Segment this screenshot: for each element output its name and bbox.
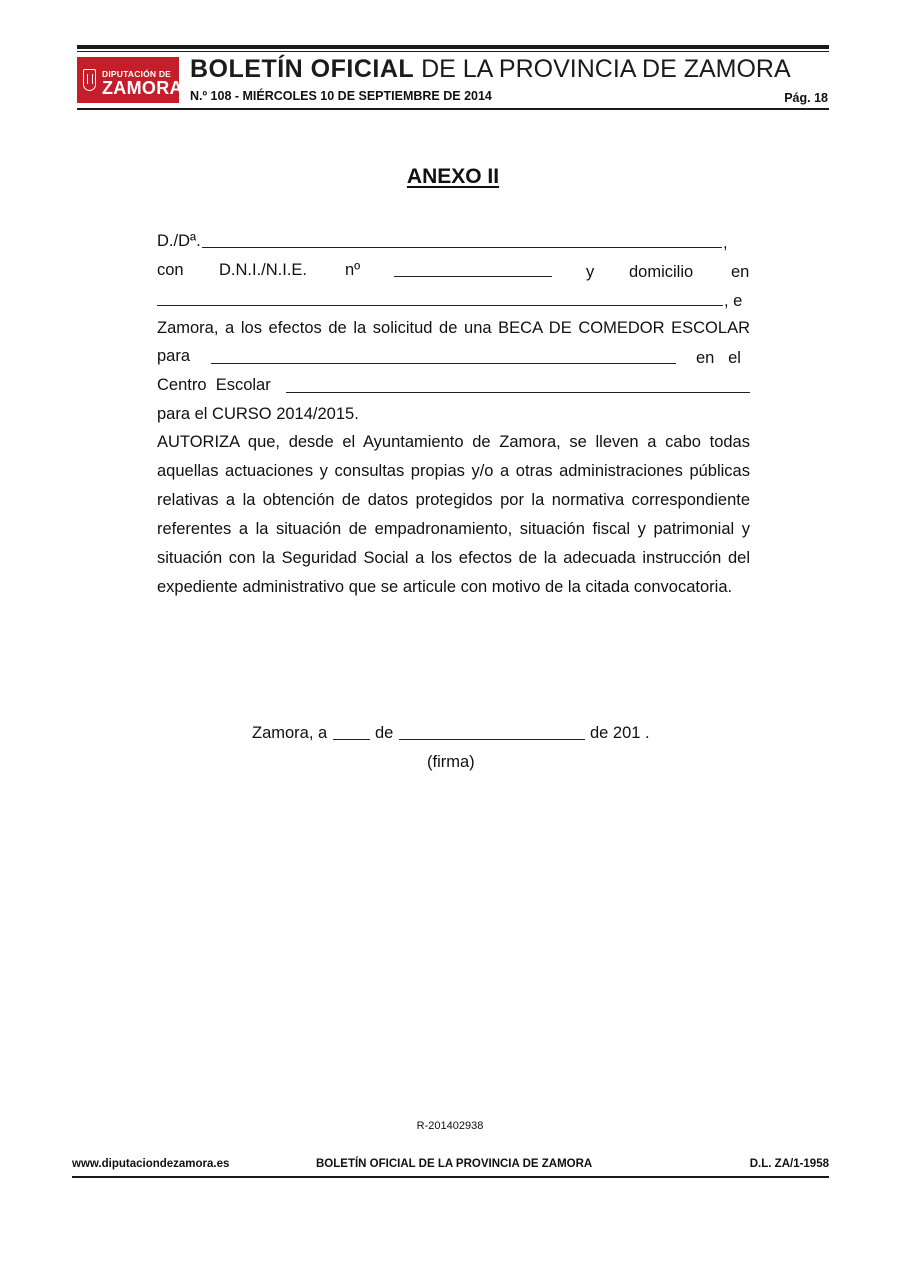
issue-info: N.º 108 - MIÉRCOLES 10 DE SEPTIEMBRE DE 2014: [190, 89, 492, 103]
bulletin-title-rest: DE LA PROVINCIA DE ZAMORA: [414, 55, 791, 83]
num-label: nº: [345, 261, 361, 279]
bulletin-title: [190, 55, 791, 84]
month-field-line[interactable]: [399, 739, 585, 740]
centro-label: Centro Escolar: [157, 376, 271, 394]
authorization-line: expediente administrativo que se articule con motivo de la citada convocatoria.: [157, 578, 733, 596]
domicilio-label: domicilio: [629, 263, 694, 281]
header-bottom-rule: [77, 108, 829, 110]
beca-sentence: Zamora, a los efectos de la solicitud de una BECA DE COMEDOR ESCOLAR: [157, 319, 750, 337]
diputacion-logo: [77, 57, 183, 103]
dni-field-line[interactable]: [394, 276, 552, 277]
en-el-label: en el: [696, 349, 741, 367]
signature-year: de 201 .: [590, 724, 650, 742]
y-label: y: [586, 263, 595, 281]
page-number: Pág. 18: [784, 91, 828, 105]
signature-place: Zamora, a: [252, 724, 328, 742]
authorization-line: situación con la Seguridad Social a los efectos de la adecuada instrucción del: [157, 549, 750, 567]
footer-rule: [72, 1176, 829, 1178]
document-reference: R-201402938: [416, 1120, 484, 1132]
en-label: en: [731, 263, 750, 281]
footer-bulletin-name: BOLETÍN OFICIAL DE LA PROVINCIA DE ZAMORA: [316, 1158, 593, 1170]
curso-text: para el CURSO 2014/2015.: [157, 405, 359, 423]
authorization-paragraph: [157, 428, 750, 602]
signature-de: de: [375, 724, 394, 742]
authorization-line: AUTORIZA que, desde el Ayuntamiento de Zamora, se lleven a cabo todas: [157, 433, 750, 451]
coat-of-arms-icon: [83, 69, 96, 91]
para-label: para: [157, 347, 191, 365]
footer-legal-deposit: D.L. ZA/1-1958: [749, 1158, 829, 1170]
dni-label: D.N.I./N.I.E.: [219, 261, 308, 279]
authorization-line: referentes a la situación de empadronamiento, situación fiscal y patrimonial y: [157, 520, 750, 538]
logo-main-text: ZAMORA: [102, 78, 183, 98]
address-suffix: , e: [724, 292, 743, 310]
signature-firma: (firma): [427, 753, 475, 771]
header-top-rule: [77, 45, 829, 49]
name-field-line[interactable]: [202, 247, 722, 248]
bulletin-title-bold: BOLETÍN OFICIAL: [190, 55, 415, 83]
day-field-line[interactable]: [333, 739, 370, 740]
name-comma: ,: [723, 234, 728, 252]
para-field-line[interactable]: [211, 363, 676, 364]
centro-field-line[interactable]: [286, 392, 750, 393]
name-label: D./Dª.: [157, 232, 201, 250]
header-top-rule-thin: [77, 51, 829, 52]
address-field-line[interactable]: [157, 305, 723, 306]
authorization-line: aquellas actuaciones y consultas propias y/o a otras administraciones públicas: [157, 462, 750, 480]
con-label: con: [157, 261, 184, 279]
footer-website[interactable]: www.diputaciondezamora.es: [72, 1158, 230, 1170]
annex-title: ANEXO II: [406, 165, 500, 188]
logo-top-text: DIPUTACIÓN DE: [102, 69, 172, 79]
authorization-line: relativas a la obtención de datos protegidos por la normativa correspondiente: [157, 491, 750, 509]
